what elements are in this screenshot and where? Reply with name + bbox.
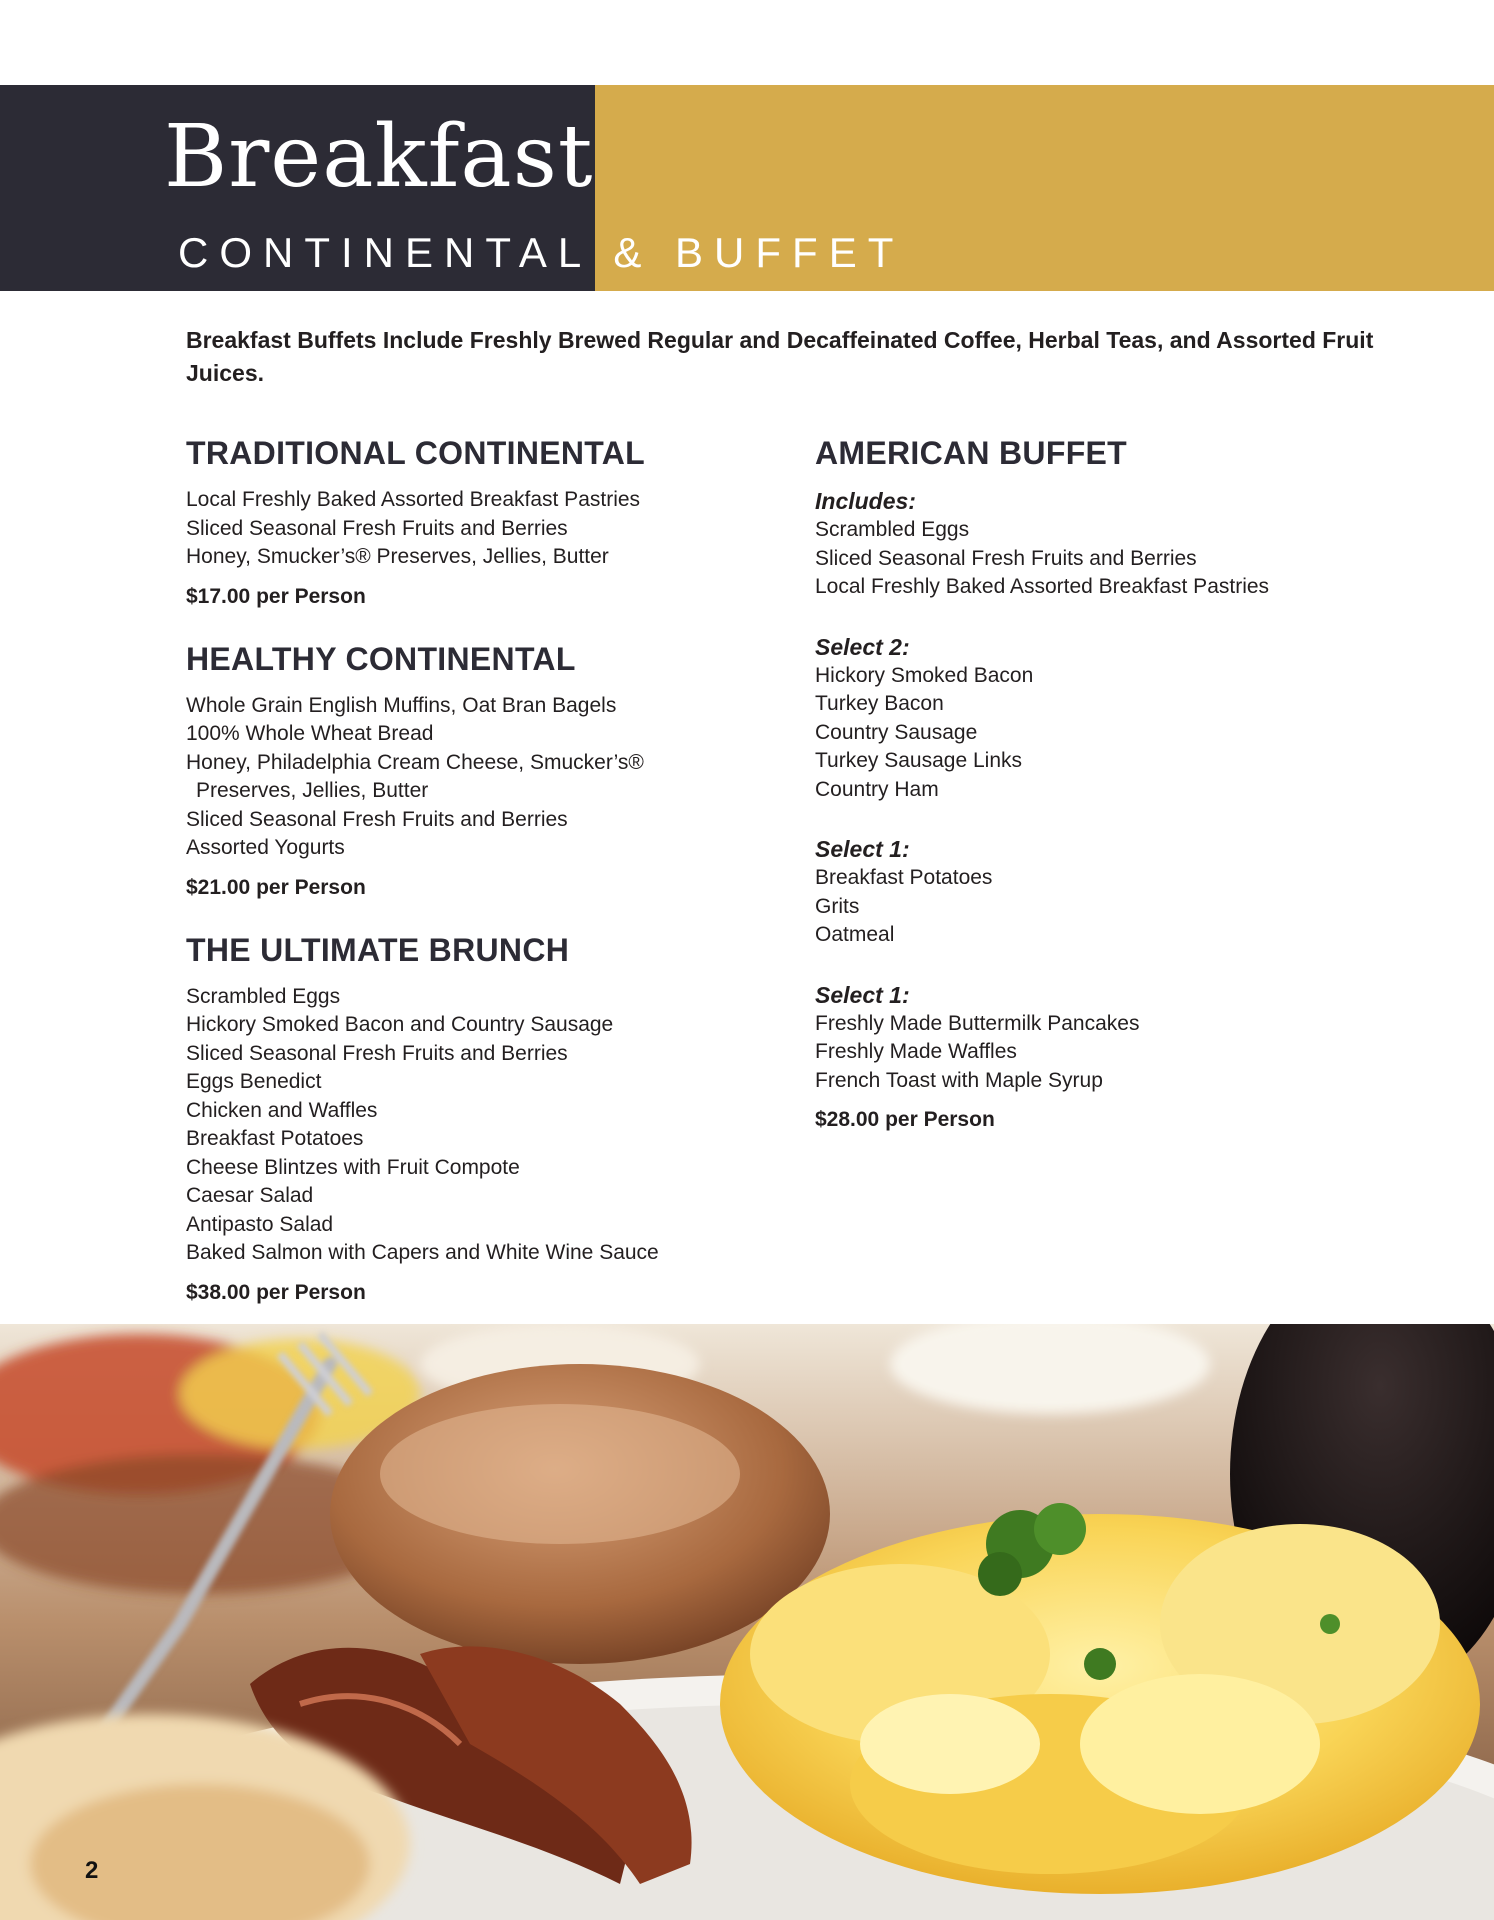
menu-item: 100% Whole Wheat Bread <box>186 722 434 745</box>
group-label: Select 2: <box>815 633 910 660</box>
menu-item: Sliced Seasonal Fresh Fruits and Berries <box>186 1041 568 1065</box>
right-column <box>815 432 1455 1161</box>
menu-item-list <box>815 516 1455 602</box>
menu-item: Caesar Salad <box>186 1184 314 1207</box>
menu-item-list <box>186 692 786 863</box>
section-title: TRADITIONAL CONTINENTAL <box>186 435 646 471</box>
ultimate-brunch-section <box>186 929 786 1308</box>
select-meat-group <box>815 632 1455 805</box>
menu-item-list <box>186 983 786 1268</box>
menu-item: Local Freshly Baked Assorted Breakfast Pastries <box>815 575 1270 598</box>
menu-item: Freshly Made Waffles <box>815 1040 1017 1063</box>
traditional-continental-section <box>186 432 786 612</box>
menu-item-list <box>815 1010 1455 1096</box>
menu-item: Breakfast Potatoes <box>186 1127 364 1150</box>
section-title: AMERICAN BUFFET <box>815 435 1128 471</box>
menu-item: Sliced Seasonal Fresh Fruits and Berries <box>186 807 568 831</box>
menu-item: Scrambled Eggs <box>186 984 341 1008</box>
menu-item: Baked Salmon with Capers and White Wine Sauce <box>186 1241 659 1264</box>
menu-item: Antipasto Salad <box>186 1212 334 1236</box>
menu-item: Eggs Benedict <box>186 1070 322 1093</box>
menu-item: Sliced Seasonal Fresh Fruits and Berries <box>815 546 1197 570</box>
section-title: HEALTHY CONTINENTAL <box>186 640 576 677</box>
menu-item-list <box>815 864 1455 950</box>
page-number: 2 <box>85 1857 99 1884</box>
menu-item: Breakfast Potatoes <box>815 866 993 889</box>
group-label: Select 1: <box>815 836 910 862</box>
select-griddle-group <box>815 980 1455 1096</box>
breakfast-photo <box>0 1324 1494 1920</box>
page-title: Breakfast <box>164 107 594 207</box>
scrambled-eggs <box>720 1514 1480 1894</box>
price: $21.00 per Person <box>186 875 366 899</box>
menu-item: Country Sausage <box>815 720 978 744</box>
american-buffet-section <box>815 432 1455 1135</box>
price: $17.00 per Person <box>186 584 366 608</box>
menu-item: Hickory Smoked Bacon <box>815 663 1034 687</box>
menu-item: Country Ham <box>815 777 939 801</box>
menu-item: Honey, Smucker’s® Preserves, Jellies, Butter <box>186 545 609 568</box>
menu-item-list <box>815 662 1455 805</box>
intro-text: Breakfast Buffets Include Freshly Brewed Regular and Decaffeinated Coffee, Herbal Teas, and Assorted Fruit Juices. <box>186 327 1374 386</box>
menu-item: Local Freshly Baked Assorted Breakfast Pastries <box>186 488 641 511</box>
menu-item: Sliced Seasonal Fresh Fruits and Berries <box>186 516 568 540</box>
menu-item: French Toast with Maple Syrup <box>815 1068 1103 1092</box>
menu-item: Cheese Blintzes with Fruit Compote <box>186 1155 520 1179</box>
menu-item: Grits <box>815 894 860 918</box>
menu-item: Freshly Made Buttermilk Pancakes <box>815 1011 1140 1035</box>
section-title: THE ULTIMATE BRUNCH <box>186 931 570 968</box>
includes-group <box>815 486 1455 602</box>
page-subtitle: CONTINENTAL & BUFFET <box>178 229 905 276</box>
menu-item: Hickory Smoked Bacon and Country Sausage <box>186 1013 614 1036</box>
price: $28.00 per Person <box>815 1108 995 1131</box>
healthy-continental-section <box>186 638 786 903</box>
menu-item: Preserves, Jellies, Butter <box>196 779 429 802</box>
select-side-group <box>815 834 1455 950</box>
menu-item: Honey, Philadelphia Cream Cheese, Smucker’s® <box>186 750 644 774</box>
menu-item: Scrambled Eggs <box>815 518 970 541</box>
menu-item: Oatmeal <box>815 923 895 946</box>
left-column <box>186 432 786 1334</box>
group-label: Includes: <box>815 488 916 514</box>
menu-item: Assorted Yogurts <box>186 836 345 859</box>
menu-item: Whole Grain English Muffins, Oat Bran Bagels <box>186 693 617 717</box>
menu-item: Chicken and Waffles <box>186 1098 378 1122</box>
header-banner <box>0 85 1494 291</box>
menu-item: Turkey Sausage Links <box>815 749 1022 772</box>
menu-item-list <box>186 486 786 572</box>
group-label: Select 1: <box>815 981 910 1008</box>
menu-item: Turkey Bacon <box>815 692 944 715</box>
price: $38.00 per Person <box>186 1280 366 1304</box>
